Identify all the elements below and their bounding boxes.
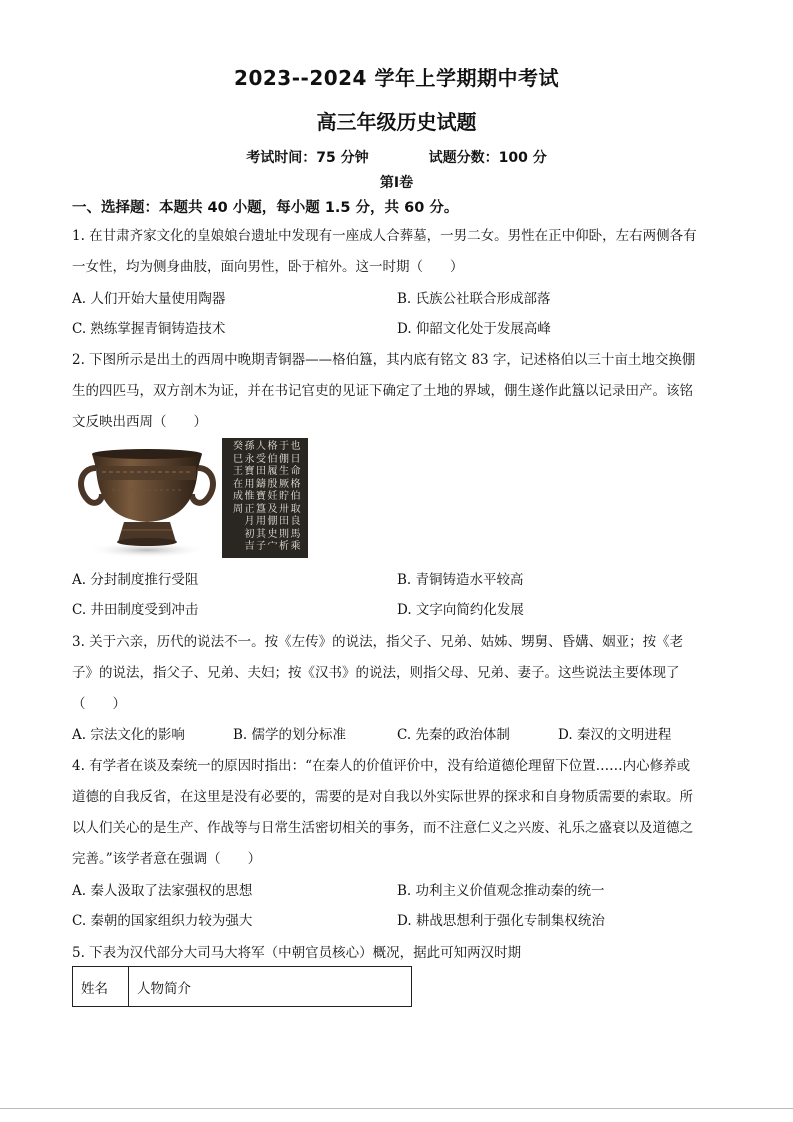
inscription-char: 及 bbox=[267, 503, 278, 515]
exam-title: 2023--2024 学年上学期期中考试 bbox=[234, 66, 559, 90]
question-4-line-2: 道德的自我反省，在这里是没有必要的，需要的是对自我以外实际世界的探求和自身物质需要的索取。所 bbox=[72, 789, 693, 805]
inscription-char: 用 bbox=[256, 516, 266, 527]
section-heading: 一、选择题：本题共 40 小题，每小题 1.5 分，共 60 分。 bbox=[72, 200, 459, 216]
inscription-char: 析 bbox=[279, 541, 289, 552]
inscription-char: 貯 bbox=[279, 491, 289, 502]
q3-option-d[interactable]: D. 秦汉的文明进程 bbox=[558, 727, 672, 743]
inscription-char: 巳 bbox=[233, 453, 243, 465]
inscription-char: 命 bbox=[290, 466, 301, 477]
inscription-char: 則 bbox=[279, 528, 289, 540]
inscription-char: 寶 bbox=[256, 491, 266, 502]
q2-option-b[interactable]: B. 青铜铸造水平较高 bbox=[397, 572, 524, 588]
inscription-char: 也 bbox=[290, 441, 301, 452]
table-header-name: 姓名 bbox=[73, 967, 129, 1007]
inscription-char: 孫 bbox=[244, 441, 255, 452]
inscription-char: 用 bbox=[244, 478, 255, 490]
inscription-char: 在 bbox=[233, 478, 243, 490]
exam-score: 试题分数：100 分 bbox=[428, 150, 547, 166]
inscription-char: 簋 bbox=[256, 503, 266, 515]
question-1-line-1: 1. 在甘肃齐家文化的皇娘娘台遗址中发现有一座成人合葬墓，一男二女。男性在正中仰卧，左右两侧各有 bbox=[72, 228, 697, 244]
question-3-line-2: 子》的说法，指父子、兄弟、夫妇；按《汉书》的说法，则指父母、兄弟、妻子。这些说法主要体现了 bbox=[72, 665, 680, 681]
bronze-vessel-image bbox=[72, 438, 222, 558]
inscription-char: 于 bbox=[279, 441, 289, 452]
inscription-char: 子 bbox=[256, 541, 266, 552]
inscription-char: 人 bbox=[256, 441, 266, 452]
inscription-char: 惟 bbox=[244, 491, 255, 502]
q2-option-a[interactable]: A. 分封制度推行受阻 bbox=[72, 572, 199, 588]
question-4-line-3: 以人们关心的是生产、作战等与日常生活密切相关的事务，而不注意仁义之兴废、礼乐之盛衰以及道德之 bbox=[72, 820, 693, 836]
inscription-char: 取 bbox=[290, 503, 301, 515]
q1-option-c[interactable]: C. 熟练掌握青铜铸造技术 bbox=[72, 321, 226, 337]
inscription-char: 伯 bbox=[267, 453, 278, 465]
q1-option-b[interactable]: B. 氏族公社联合形成部落 bbox=[397, 291, 551, 307]
q1-option-a[interactable]: A. 人们开始大量使用陶器 bbox=[72, 291, 226, 307]
volume-label: 第Ⅰ卷 bbox=[379, 175, 414, 191]
inscription-char: 生 bbox=[279, 466, 289, 477]
q3-option-c[interactable]: C. 先秦的政治体制 bbox=[397, 727, 510, 743]
question-1-line-2: 一女性，均为侧身曲肢，面向男性，卧于棺外。这一时期（ ） bbox=[72, 259, 464, 275]
q4-option-c[interactable]: C. 秦朝的国家组织力较为强大 bbox=[72, 913, 253, 929]
inscription-char: 厥 bbox=[279, 478, 289, 490]
inscription-char: 吉 bbox=[244, 541, 255, 552]
inscription-char: 癸 bbox=[233, 441, 243, 452]
q5-table bbox=[72, 966, 412, 1007]
q3-option-b[interactable]: B. 儒学的划分标准 bbox=[233, 727, 347, 743]
inscription-char: 格 bbox=[290, 478, 301, 490]
inscription-char: 寶 bbox=[244, 466, 255, 477]
inscription-char: 史 bbox=[267, 528, 278, 540]
inscription-char: 妊 bbox=[267, 491, 278, 502]
inscription-char: 宀 bbox=[267, 541, 278, 552]
q2-option-c[interactable]: C. 井田制度受到冲击 bbox=[72, 602, 199, 618]
inscription-char: 馬 bbox=[290, 528, 301, 540]
inscription-rubbing-image bbox=[222, 438, 308, 558]
inscription-char: 初 bbox=[244, 528, 255, 540]
exam-subtitle: 高三年级历史试题 bbox=[316, 110, 477, 134]
inscription-char: 其 bbox=[256, 528, 266, 540]
q1-option-d[interactable]: D. 仰韶文化处于发展高峰 bbox=[397, 321, 551, 337]
inscription-char: 良 bbox=[290, 516, 301, 527]
inscription-char: 受 bbox=[256, 453, 266, 465]
question-3-line-1: 3. 关于六亲，历代的说法不一。按《左传》的说法，指父子、兄弟、姑姊、甥舅、昏媾、姻亚；按《老 bbox=[72, 634, 684, 650]
exam-meta bbox=[0, 147, 793, 167]
table-header-profile: 人物简介 bbox=[129, 967, 412, 1007]
inscription-char: 正 bbox=[244, 503, 255, 515]
q2-option-d[interactable]: D. 文字向简约化发展 bbox=[397, 602, 524, 618]
inscription-char: 日 bbox=[290, 453, 301, 465]
inscription-char: 伯 bbox=[290, 491, 301, 502]
table-header-row bbox=[73, 967, 412, 1007]
inscription-char: 乘 bbox=[290, 541, 301, 552]
inscription-char: 永 bbox=[244, 453, 255, 465]
page-bottom-rule bbox=[0, 1108, 793, 1109]
q4-option-a[interactable]: A. 秦人汲取了法家强权的思想 bbox=[72, 883, 253, 899]
inscription-char: 格 bbox=[267, 441, 278, 452]
question-2-line-2: 生的四匹马，双方剖木为证，并在书记官吏的见证下确定了土地的界域，倗生遂作此簋以记录田产。该铭 bbox=[72, 383, 693, 399]
inscription-char: 殷 bbox=[267, 478, 278, 490]
exam-time: 考试时间：75 分钟 bbox=[246, 150, 369, 166]
inscription-char: 王 bbox=[233, 466, 243, 477]
inscription-char: 鑄 bbox=[256, 478, 266, 490]
question-4-line-4: 完善。”该学者意在强调（ ） bbox=[72, 851, 262, 867]
inscription-char: 倗 bbox=[267, 516, 278, 527]
q4-option-b[interactable]: B. 功利主义价值观念推动秦的统一 bbox=[397, 883, 605, 899]
q4-option-d[interactable]: D. 耕战思想利于强化专制集权统治 bbox=[397, 913, 605, 929]
question-3-line-3: （ ） bbox=[72, 696, 126, 712]
inscription-char: 月 bbox=[244, 516, 255, 527]
question-4-line-1: 4. 有学者在谈及秦统一的原因时指出：“在秦人的价值评价中，没有给道德伦理留下位置……内心修养或 bbox=[72, 758, 691, 774]
inscription-char: 成 bbox=[233, 491, 243, 502]
inscription-char: 田 bbox=[279, 516, 289, 527]
inscription-char: 倗 bbox=[279, 453, 289, 465]
question-2-line-1: 2. 下图所示是出土的西周中晚期青铜器——格伯簋，其内底有铭文 83 字，记述格伯以三十亩土地交换倗 bbox=[72, 352, 696, 368]
q3-option-a[interactable]: A. 宗法文化的影响 bbox=[72, 727, 185, 743]
question-5-line-1: 5. 下表为汉代部分大司马大将军（中朝官员核心）概况，据此可知两汉时期 bbox=[72, 945, 522, 961]
inscription-char: 周 bbox=[233, 503, 243, 515]
question-2-line-3: 文反映出西周（ ） bbox=[72, 414, 207, 430]
inscription-char: 履 bbox=[267, 466, 278, 477]
inscription-char: 卅 bbox=[279, 503, 289, 515]
inscription-char: 田 bbox=[256, 466, 266, 477]
